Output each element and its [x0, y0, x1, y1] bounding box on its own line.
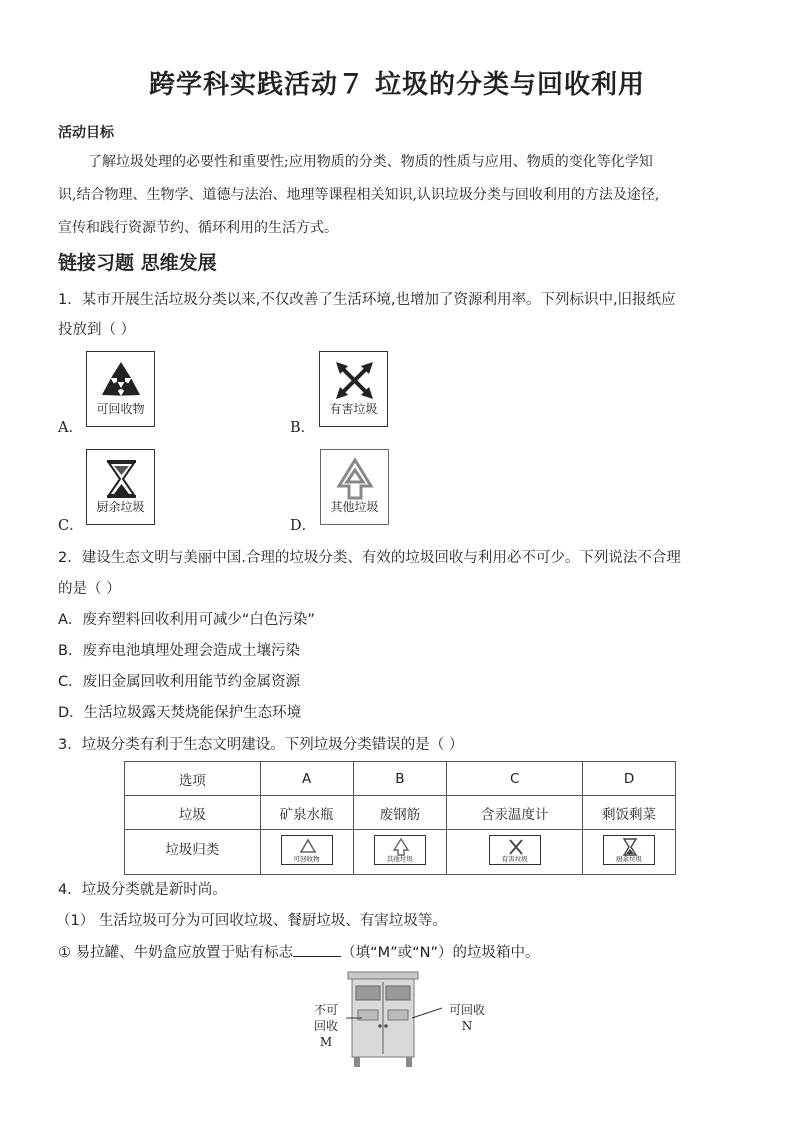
objective-line: 宣传和践行资源节约、循环利用的生活方式。	[58, 220, 338, 236]
q2-stem-line: 2．建设生态文明与美丽中国.合理的垃圾分类、有效的垃圾回收与利用必不可少。下列说法不合理	[58, 550, 681, 566]
mini-sign	[374, 835, 426, 865]
table-cell: 废钢筋	[353, 796, 447, 830]
table-cell: 选项	[125, 762, 261, 796]
q1-option-d-sign[interactable]	[320, 449, 389, 525]
q4-item	[58, 941, 540, 962]
q4-subquestion: （1） 生活垃圾可分为可回收垃圾、餐厨垃圾、有害垃圾等。	[56, 913, 447, 929]
q1-stem-line: 投放到（ ）	[58, 322, 136, 338]
q1-stem-line: 1．某市开展生活垃圾分类以来,不仅改善了生活环境,也增加了资源利用率。下列标识中,旧报纸应	[58, 292, 676, 308]
table-cell: 垃圾归类	[125, 830, 261, 875]
q1-option-c-sign[interactable]	[86, 449, 155, 525]
bin-label-line: 回收	[313, 1019, 338, 1033]
objective-line: 了解垃圾处理的必要性和重要性;应用物质的分类、物质的性质与应用、物质的变化等化学知	[88, 154, 653, 170]
q1-option-letter: D．	[290, 518, 317, 534]
table-cell	[353, 830, 447, 875]
table-cell: A	[260, 762, 353, 796]
q2-option: D．生活垃圾露天焚烧能保护生态环境	[58, 705, 302, 721]
sign-label: 有害垃圾	[329, 402, 378, 416]
q2-option: B．废弃电池填埋处理会造成土壤污染	[58, 643, 300, 659]
mini-sign-label: 厨余垃圾	[616, 855, 643, 863]
mini-sign	[281, 835, 333, 865]
objective-line: 识,结合物理、生物学、道德与法治、地理等课程相关知识,认识垃圾分类与回收利用的方法及途径,	[58, 187, 660, 203]
mini-sign-label: 有害垃圾	[501, 855, 528, 863]
table-cell: D	[583, 762, 676, 796]
q2-option: C．废旧金属回收利用能节约金属资源	[58, 674, 301, 690]
objective-heading: 活动目标	[58, 125, 114, 141]
mini-sign	[603, 835, 655, 865]
q3-table	[124, 761, 676, 875]
q4-item-prefix: ① 易拉罐、牛奶盒应放置于贴有标志	[58, 945, 294, 961]
q4-item-suffix: （填“M”或“N”）的垃圾箱中。	[341, 945, 540, 961]
table-cell: 含汞温度计	[447, 796, 583, 830]
mini-sign-label: 其他垃圾	[386, 855, 413, 863]
table-cell: 剩饭剩菜	[583, 796, 676, 830]
bin-label-line: 可回收	[448, 1003, 485, 1017]
bin-label-right	[444, 1002, 490, 1034]
mini-sign-label: 可回收物	[293, 855, 320, 863]
q1-option-a-sign[interactable]	[86, 351, 155, 427]
page-title: 跨学科实践活动７ 垃圾的分类与回收利用	[148, 70, 646, 100]
section-heading: 链接习题 思维发展	[58, 252, 217, 274]
q1-option-letter: A．	[58, 420, 83, 436]
sign-label: 其他垃圾	[330, 500, 379, 514]
bin-label-letter: N	[461, 1019, 473, 1033]
q1-option-letter: B．	[290, 420, 316, 436]
bin-label-left	[310, 1002, 342, 1050]
q4-stem: 4．垃圾分类就是新时尚。	[58, 882, 227, 898]
table-cell: 垃圾	[125, 796, 261, 830]
q2-stem-line: 的是（ ）	[58, 581, 121, 597]
table-row	[125, 796, 676, 830]
table-row	[125, 830, 676, 875]
sign-label: 厨余垃圾	[96, 500, 145, 514]
table-cell	[260, 830, 353, 875]
q1-option-b-sign[interactable]	[319, 351, 388, 427]
table-cell	[583, 830, 676, 875]
recycling-bin-figure	[300, 968, 500, 1078]
table-cell: C	[447, 762, 583, 796]
bin-label-line: 不可	[313, 1003, 338, 1017]
table-cell	[447, 830, 583, 875]
table-cell: 矿泉水瓶	[260, 796, 353, 830]
bin-label-letter: M	[319, 1035, 333, 1049]
q3-stem: 3．垃圾分类有利于生态文明建设。下列垃圾分类错误的是（ ）	[58, 737, 464, 753]
q2-option: A．废弃塑料回收利用可减少“白色污染”	[58, 612, 315, 628]
table-row	[125, 762, 676, 796]
objective-text	[58, 146, 748, 245]
q1-option-letter: C．	[58, 518, 84, 534]
answer-blank[interactable]	[293, 942, 341, 957]
sign-label: 可回收物	[96, 402, 145, 416]
mini-sign	[489, 835, 541, 865]
table-cell: B	[353, 762, 447, 796]
